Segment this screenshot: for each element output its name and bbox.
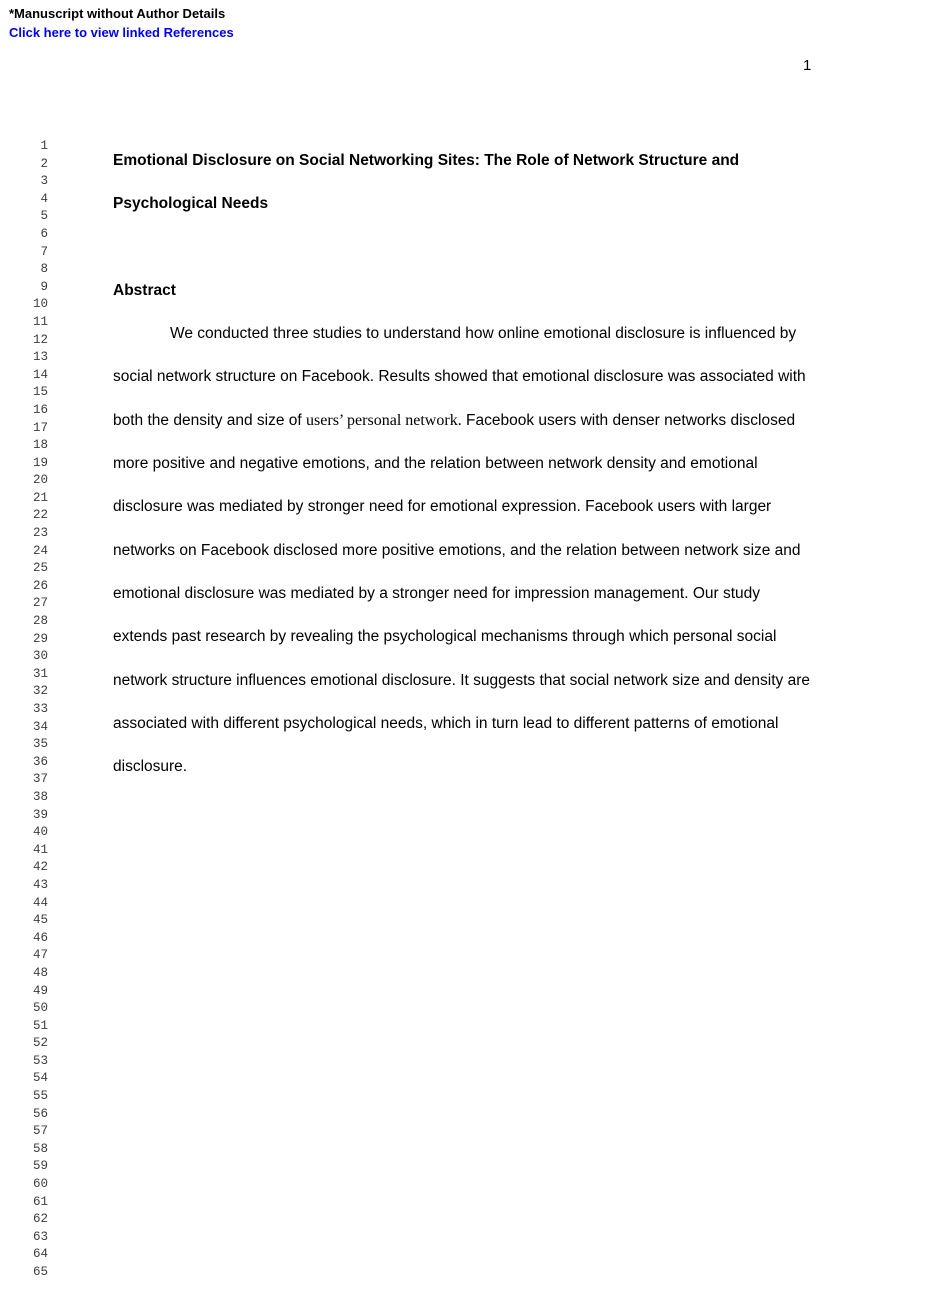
line-number: 55 — [32, 1089, 48, 1104]
line-number: 4 — [40, 191, 48, 206]
line-number: 36 — [32, 754, 48, 769]
line-number: 52 — [32, 1036, 48, 1051]
abstract-paragraph — [113, 312, 815, 788]
line-number: 30 — [32, 649, 48, 664]
line-number: 27 — [32, 596, 48, 611]
line-number: 41 — [32, 842, 48, 857]
line-number: 61 — [32, 1194, 48, 1209]
line-number: 2 — [40, 156, 48, 171]
line-number: 35 — [32, 737, 48, 752]
line-number: 49 — [32, 983, 48, 998]
line-number: 7 — [40, 244, 48, 259]
manuscript-content — [113, 139, 815, 788]
line-number: 12 — [32, 332, 48, 347]
line-number: 54 — [32, 1071, 48, 1086]
abstract-heading: Abstract — [113, 281, 176, 299]
page-number: 1 — [803, 57, 812, 74]
line-number: 31 — [32, 666, 48, 681]
line-number: 15 — [32, 385, 48, 400]
line-number: 50 — [32, 1001, 48, 1016]
line-number-gutter — [28, 138, 48, 1282]
line-number: 34 — [32, 719, 48, 734]
line-number: 9 — [40, 279, 48, 294]
line-number: 53 — [32, 1053, 48, 1068]
line-number: 3 — [40, 174, 48, 189]
line-number: 62 — [32, 1212, 48, 1227]
line-number: 40 — [32, 825, 48, 840]
line-number: 64 — [32, 1247, 48, 1262]
line-number: 8 — [40, 262, 48, 277]
line-number: 60 — [32, 1177, 48, 1192]
line-number: 65 — [32, 1265, 48, 1279]
line-number: 33 — [32, 702, 48, 716]
line-number: 42 — [32, 860, 48, 875]
line-number: 23 — [32, 526, 48, 541]
line-number: 51 — [32, 1018, 48, 1033]
line-number: 39 — [32, 807, 48, 822]
line-number: 59 — [32, 1159, 48, 1174]
line-number: 46 — [32, 930, 48, 945]
line-number: 48 — [32, 965, 48, 980]
line-number: 19 — [32, 455, 48, 470]
line-number: 1 — [40, 139, 48, 153]
line-number: 32 — [32, 684, 48, 699]
line-number: 63 — [32, 1229, 48, 1244]
line-number: 28 — [32, 614, 48, 629]
line-number: 43 — [32, 877, 48, 892]
line-number: 37 — [32, 772, 48, 787]
line-number: 14 — [32, 367, 48, 382]
line-number: 57 — [32, 1124, 48, 1139]
line-number: 45 — [32, 913, 48, 928]
abstract-text-part2: Facebook users with denser networks disclosed more positive and negative emotions, and the relation between network density and emotional disclosure was mediated by stronger need for emotional expression. Facebook users with larger networks on Facebook disclosed more positive emotions, and the relation between network size and emotional disclosure was mediated by a stronger need for impression management. Our study extends past research by revealing the psychological mechanisms through which personal social network structure influences emotional disclosure. It suggests that social network size and density are associated with different psychological needs, which in turn lead to different patterns of emotional disclosure. — [113, 411, 810, 776]
line-number: 24 — [32, 543, 48, 558]
line-number: 17 — [32, 420, 48, 435]
line-number: 47 — [32, 948, 48, 963]
line-number: 29 — [32, 631, 48, 646]
line-number: 18 — [32, 438, 48, 453]
line-number: 20 — [32, 473, 48, 488]
abstract-text-part1: We conducted three studies to understand how online emotional disclosure is influenced by social network structure on Facebook. Results showed that emotional disclosure was associated with both the density and size of — [113, 325, 806, 429]
manuscript-type-note: *Manuscript without Author Details — [9, 6, 226, 21]
paper-title: Emotional Disclosure on Social Networking Sites: The Role of Network Structure and Psychological Needs — [113, 152, 740, 213]
line-number: 6 — [40, 226, 48, 241]
line-number: 13 — [32, 350, 48, 365]
line-number: 44 — [32, 895, 48, 910]
line-number: 26 — [32, 578, 48, 593]
abstract-serif-phrase: users’ personal network. — [306, 411, 462, 429]
line-number: 11 — [32, 314, 48, 329]
line-number: 25 — [32, 561, 48, 576]
line-number: 22 — [32, 508, 48, 523]
linked-references-link[interactable]: Click here to view linked References — [9, 25, 234, 40]
line-number: 10 — [32, 297, 48, 312]
line-number: 21 — [32, 490, 48, 505]
line-number: 58 — [32, 1141, 48, 1156]
line-number: 56 — [32, 1106, 48, 1121]
line-number: 5 — [40, 209, 48, 224]
line-number: 16 — [32, 402, 48, 417]
line-number: 38 — [32, 789, 48, 804]
